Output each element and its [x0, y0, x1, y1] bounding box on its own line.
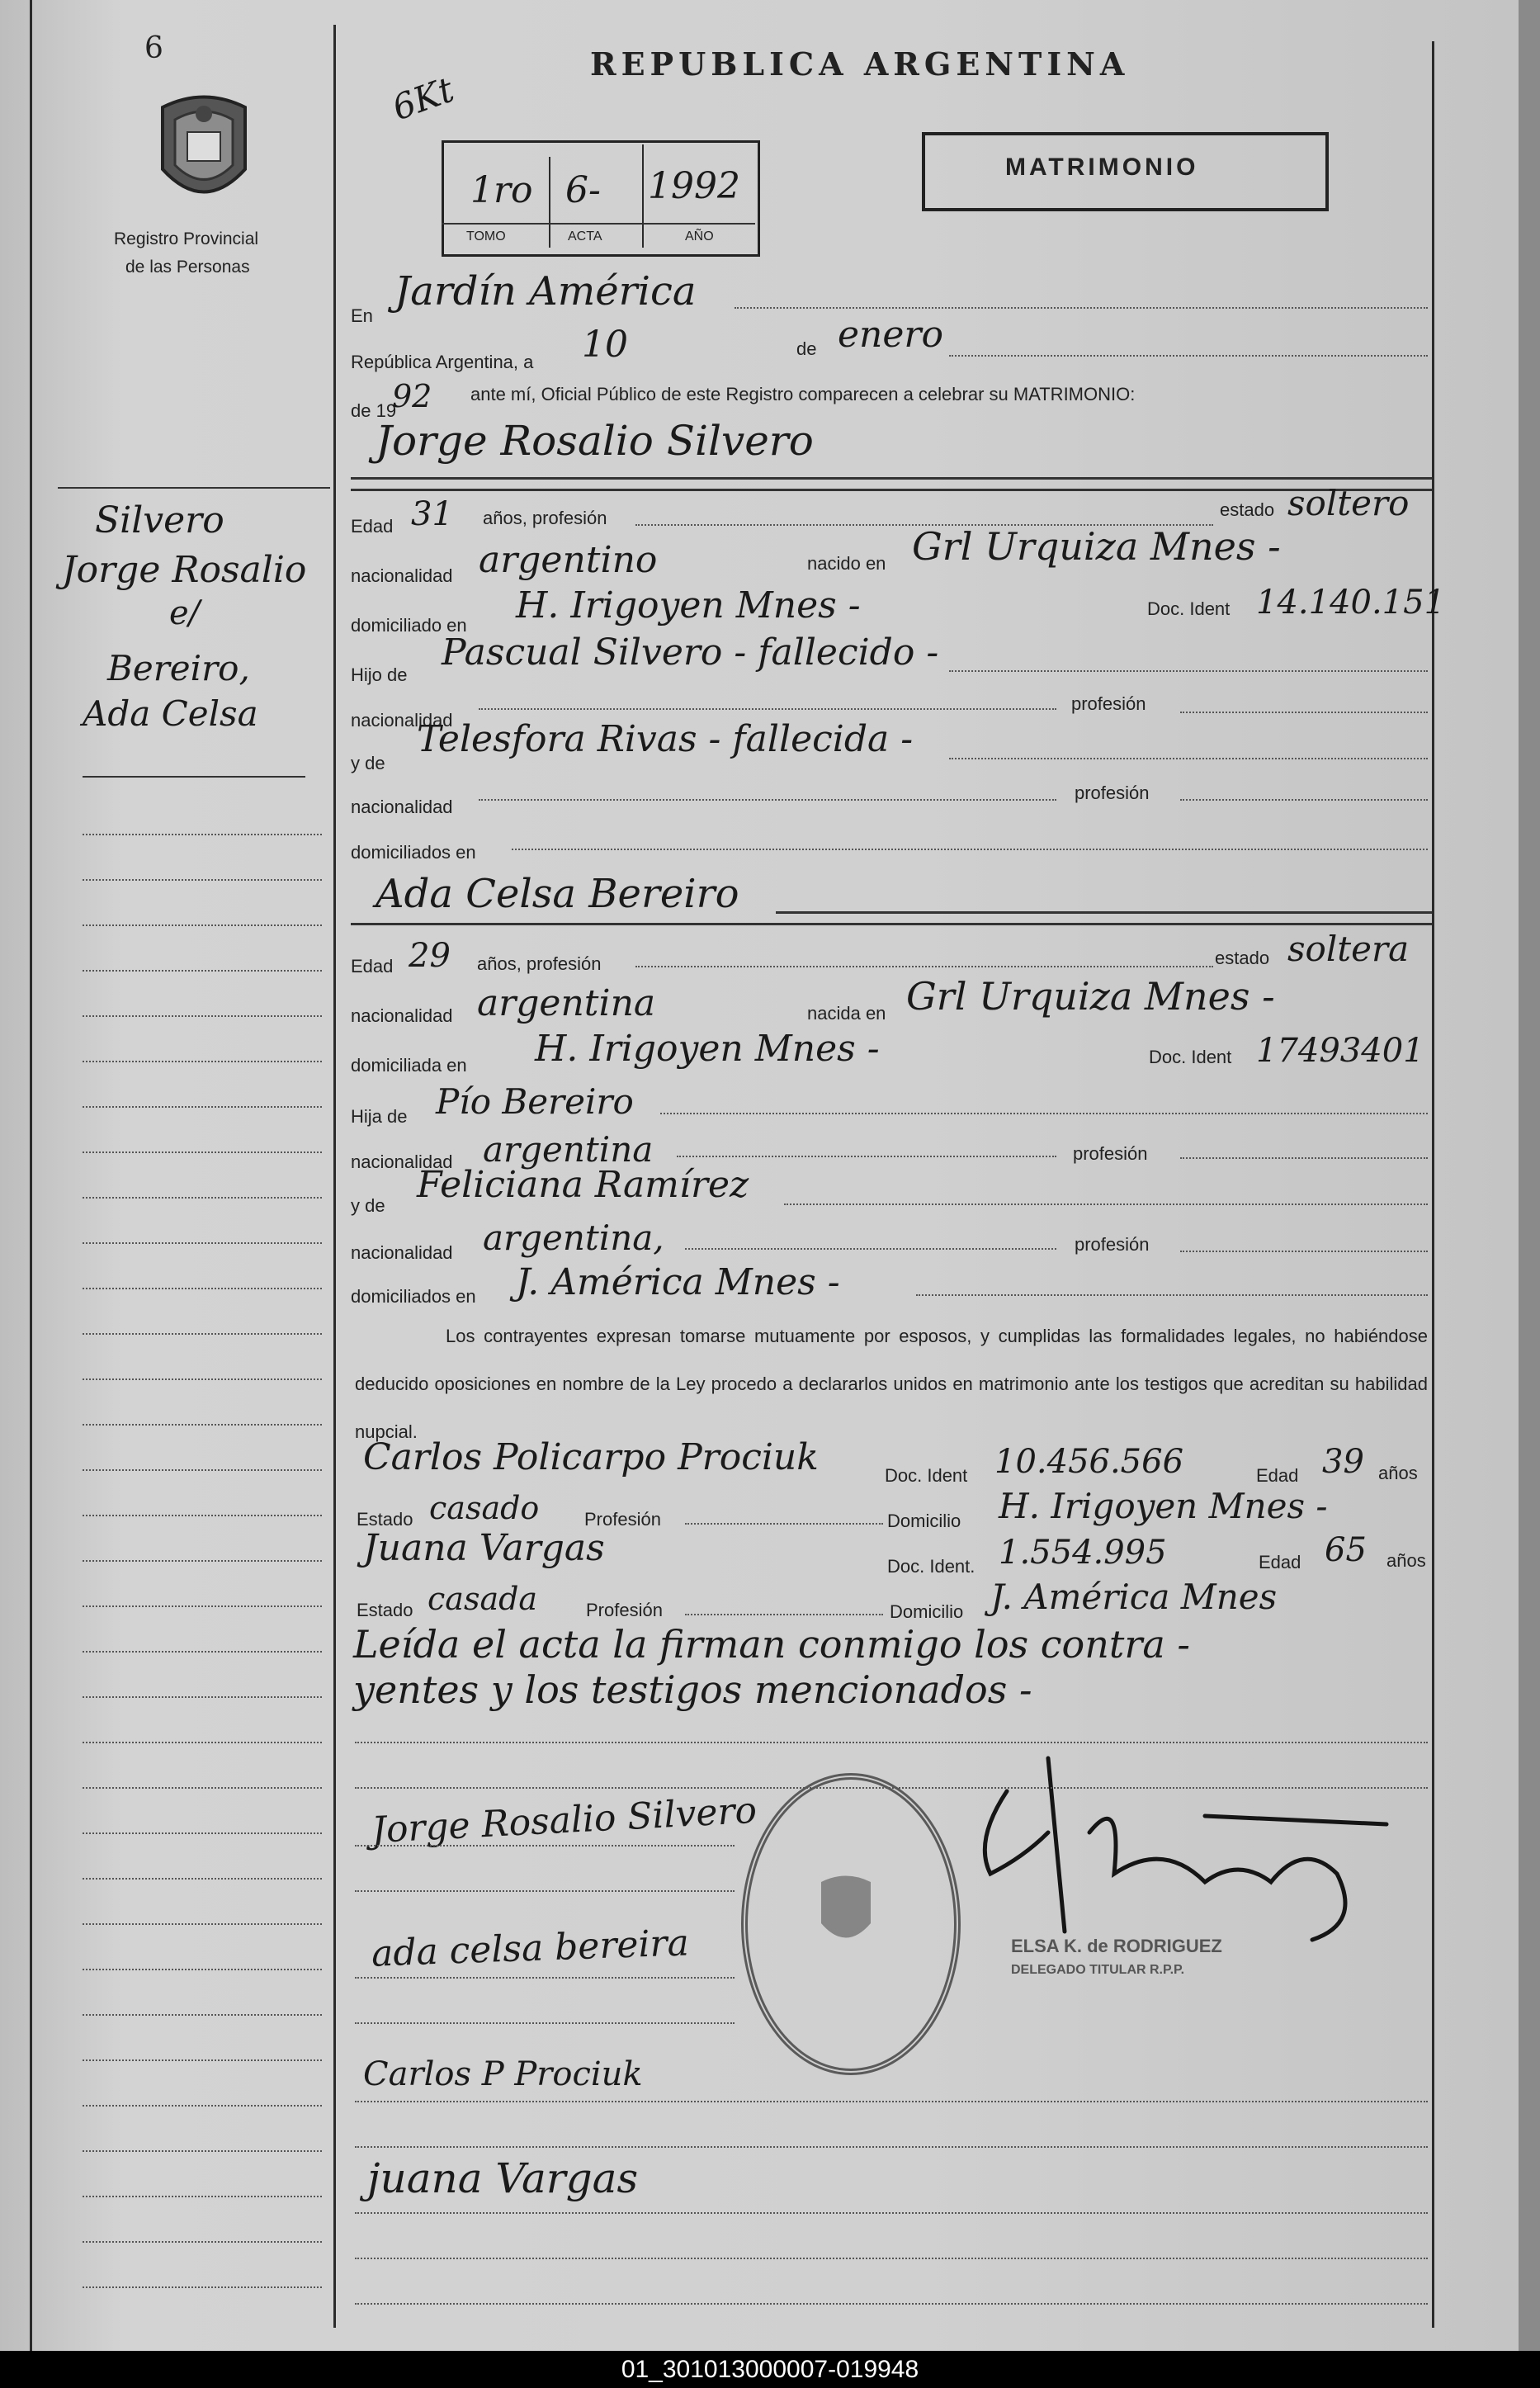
dotline	[677, 1156, 1056, 1157]
witness1-domicilio-label: Domicilio	[887, 1511, 961, 1531]
page-edge-shadow	[1519, 0, 1540, 2351]
dotline	[83, 1742, 322, 1743]
witness2-domicilio-label: Domicilio	[890, 1601, 964, 1622]
section-divider	[351, 477, 1432, 480]
year-suffix: 92	[392, 378, 432, 414]
image-caption: 01_301013000007-019948	[0, 2351, 1540, 2388]
dotline	[355, 2146, 1428, 2148]
witness2-edad-label: Edad	[1259, 1552, 1301, 1572]
acta-value: 6-	[565, 169, 601, 211]
groom-domicilio: H. Irigoyen Mnes -	[516, 584, 861, 627]
bride-domicilio: H. Irigoyen Mnes -	[535, 1028, 880, 1070]
intro-sentence: ante mí, Oficial Público de este Registro comparecen a celebrar su MATRIMONIO:	[470, 384, 1136, 404]
dotline	[83, 834, 322, 835]
signature-witness1: Carlos P Prociuk	[363, 2055, 643, 2093]
margin-annotation: 6Kt	[386, 69, 460, 129]
bride-anos-label: años, profesión	[477, 953, 602, 974]
witness2-name: Juana Vargas	[363, 1527, 605, 1569]
dotline	[355, 1890, 735, 1892]
bride-madre-profesion-label: profesión	[1075, 1234, 1150, 1255]
groom-nacido-label: nacido en	[807, 553, 886, 574]
dotline	[83, 2014, 322, 2016]
witness2-doc-label: Doc. Ident.	[887, 1556, 975, 1577]
bride-nacida-label: nacida en	[807, 1003, 886, 1024]
witness1-edad: 39	[1322, 1443, 1364, 1481]
dotline	[83, 924, 322, 926]
witness1-doc: 10.456.566	[994, 1443, 1184, 1481]
dotline	[355, 2258, 1428, 2259]
margin-rule	[58, 487, 330, 489]
dotline	[355, 1977, 735, 1979]
margin-conjunction: e/	[169, 594, 201, 632]
groom-nacido: Grl Urquiza Mnes -	[912, 524, 1281, 569]
republica-label: República Argentina, a	[351, 352, 534, 372]
dotline	[83, 970, 322, 972]
document-title: REPUBLICA ARGENTINA	[590, 45, 1130, 83]
record-box-underline	[442, 223, 755, 225]
dotline	[83, 1969, 322, 1970]
bride-padre-profesion-label: profesión	[1073, 1143, 1148, 1164]
dotline	[83, 1832, 322, 1834]
margin-rule	[83, 776, 305, 778]
dotline	[784, 1203, 1428, 1205]
dotline	[355, 1787, 1428, 1789]
groom-doc-label: Doc. Ident	[1147, 598, 1231, 619]
year-prefix: de 19	[351, 400, 397, 421]
dotline	[685, 1248, 1056, 1250]
groom-edad: 31	[411, 495, 453, 533]
dotline	[355, 2303, 1428, 2305]
witness1-estado-label: Estado	[357, 1509, 413, 1530]
record-type-label: MATRIMONIO	[1005, 154, 1199, 181]
officer-stamp-title: DELEGADO TITULAR R.P.P.	[1011, 1963, 1185, 1977]
record-box-divider-2	[642, 144, 644, 248]
seal-emblem-icon	[813, 1874, 879, 1948]
dotline	[83, 2150, 322, 2152]
dotline	[512, 849, 1428, 850]
witness1-edad-label: Edad	[1256, 1465, 1299, 1486]
dotline	[355, 2101, 1428, 2102]
margin-given-name-2: Ada Celsa	[83, 693, 258, 734]
registry-name-line1: Registro Provincial	[114, 229, 259, 248]
groom-madre-nac-label: nacionalidad	[351, 797, 453, 817]
bride-madre: Feliciana Ramírez	[417, 1164, 749, 1206]
bride-nacionalidad: argentina	[477, 982, 656, 1024]
dotline	[949, 355, 1428, 357]
dotline	[83, 1242, 322, 1244]
registry-name-line2: de las Personas	[125, 258, 250, 277]
place-value: Jardín América	[394, 268, 697, 314]
groom-madre-label: y de	[351, 753, 385, 773]
bride-padre-nac: argentina	[483, 1129, 654, 1170]
dotline	[355, 2022, 735, 2024]
dotline	[83, 2105, 322, 2107]
groom-doc: 14.140.151	[1256, 584, 1446, 622]
groom-estado: soltero	[1287, 483, 1410, 523]
en-label: En	[351, 305, 373, 326]
dotline	[479, 708, 1056, 710]
dotline	[83, 1288, 322, 1289]
bride-estado: soltera	[1287, 929, 1410, 969]
bride-estado-label: estado	[1215, 948, 1270, 968]
bride-name: Ada Celsa Bereiro	[376, 871, 739, 917]
groom-nacionalidad: argentino	[479, 539, 658, 581]
bride-padre-nac-label: nacionalidad	[351, 1151, 453, 1172]
section-divider	[776, 911, 1432, 914]
dotline	[83, 1878, 322, 1880]
dotline	[355, 1742, 1428, 1743]
bride-padre: Pío Bereiro	[436, 1081, 634, 1122]
dotline	[83, 1378, 322, 1380]
dotline	[83, 1469, 322, 1471]
bride-edad-label: Edad	[351, 956, 394, 976]
margin-given-name: Jorge Rosalio	[62, 549, 307, 591]
dotline	[83, 1424, 322, 1426]
groom-domicilio-label: domiciliado en	[351, 615, 467, 636]
dotline	[83, 1560, 322, 1562]
closing-line1: Leída el acta la firman conmigo los contra -	[353, 1622, 1190, 1667]
witness2-edad: 65	[1325, 1531, 1367, 1569]
dotline	[355, 2212, 1428, 2214]
dotline	[685, 1614, 883, 1615]
witness1-profesion-label: Profesión	[584, 1509, 661, 1530]
signature-groom: Jorge Rosalio Silvero	[370, 1789, 758, 1852]
de-label: de	[796, 338, 817, 359]
bride-domiciliados: J. América Mnes -	[516, 1261, 840, 1303]
bride-doc: 17493401	[1256, 1032, 1424, 1070]
bride-padre-label: Hija de	[351, 1106, 408, 1127]
dotline	[83, 2286, 322, 2288]
section-divider	[351, 923, 1432, 925]
dotline	[83, 1015, 322, 1017]
groom-name: Jorge Rosalio Silvero	[376, 417, 814, 465]
bride-doc-label: Doc. Ident	[1149, 1047, 1232, 1067]
groom-madre: Telesfora Rivas - fallecida -	[417, 718, 914, 760]
declaration-text: Los contrayentes expresan tomarse mutuamente por esposos, y cumplidas las formalidades legales, no habiéndose deducido oposiciones en nombre de la Ley procedo a declararlos unidos en matrimonio ante los testigos que acreditan su habilidad nupcial.	[355, 1326, 1428, 1442]
dotline	[1180, 1157, 1428, 1159]
dotline	[83, 1696, 322, 1698]
witness1-name: Carlos Policarpo Prociuk	[363, 1436, 819, 1478]
bride-madre-nac: argentina,	[483, 1218, 664, 1258]
dotline	[1180, 712, 1428, 713]
witness2-domicilio: J. América Mnes	[990, 1577, 1278, 1617]
groom-padre-nac-label: nacionalidad	[351, 710, 453, 731]
margin-divider	[333, 25, 336, 2328]
dotline	[949, 670, 1428, 672]
groom-edad-label: Edad	[351, 516, 394, 537]
closing-line2: yentes y los testigos mencionados -	[353, 1667, 1032, 1712]
groom-estado-label: estado	[1220, 499, 1275, 520]
dotline	[916, 1294, 1428, 1296]
dotline	[83, 1197, 322, 1199]
tomo-value: 1ro	[470, 169, 533, 211]
groom-anos-label: años, profesión	[483, 508, 607, 528]
witness1-doc-label: Doc. Ident	[885, 1465, 968, 1486]
witness2-profesion-label: Profesión	[586, 1600, 663, 1620]
witness1-anos-label: años	[1378, 1463, 1418, 1483]
dotline	[635, 966, 1213, 967]
dotline	[83, 1651, 322, 1653]
groom-nac-label: nacionalidad	[351, 565, 453, 586]
section-divider	[351, 489, 1432, 491]
dotline	[685, 1523, 883, 1525]
bride-edad: 29	[409, 937, 451, 975]
right-border	[1432, 41, 1434, 2328]
page-number: 6	[144, 31, 163, 65]
provincial-seal-icon	[150, 91, 257, 210]
tomo-label: TOMO	[466, 229, 506, 244]
signature-bride: ada celsa bereira	[371, 1922, 690, 1975]
dotline	[355, 1845, 735, 1847]
dotline	[83, 1333, 322, 1335]
dotline	[735, 307, 1428, 309]
month-value: enero	[838, 314, 943, 356]
signature-witness2: juana Vargas	[367, 2154, 639, 2202]
dotline	[660, 1113, 1428, 1114]
margin-surname-2: Bereiro,	[107, 648, 250, 688]
groom-madre-profesion-label: profesión	[1075, 783, 1150, 803]
groom-domiciliados-label: domiciliados en	[351, 842, 476, 863]
bride-nacida: Grl Urquiza Mnes -	[906, 974, 1275, 1019]
dotline	[83, 2241, 322, 2243]
dotline	[83, 2196, 322, 2197]
witness2-doc: 1.554.995	[999, 1534, 1167, 1572]
dotline	[479, 799, 1056, 801]
ano-value: 1992	[648, 165, 740, 207]
dotline	[83, 1061, 322, 1062]
ano-label: AÑO	[685, 229, 714, 244]
dotline	[83, 1151, 322, 1153]
dotline	[83, 1106, 322, 1108]
dotline	[1180, 799, 1428, 801]
dotline	[83, 2059, 322, 2061]
dotline	[1180, 1251, 1428, 1252]
witness1-estado: casado	[429, 1490, 540, 1526]
witness2-anos-label: años	[1386, 1550, 1426, 1571]
officer-signature	[957, 1742, 1420, 1948]
dotline	[949, 758, 1428, 759]
day-value: 10	[582, 324, 628, 366]
record-box-divider-1	[549, 157, 550, 248]
witness2-estado-label: Estado	[357, 1600, 413, 1620]
bride-domiciliados-label: domiciliados en	[351, 1286, 476, 1307]
bride-nac-label: nacionalidad	[351, 1005, 453, 1026]
dotline	[83, 879, 322, 881]
bride-domicilio-label: domiciliada en	[351, 1055, 467, 1076]
witness1-domicilio: H. Irigoyen Mnes -	[999, 1486, 1328, 1526]
margin-left-edge	[30, 0, 32, 2351]
margin-surname: Silvero	[95, 499, 224, 541]
dotline	[83, 1787, 322, 1789]
bride-madre-label: y de	[351, 1195, 385, 1216]
dotline	[83, 1515, 322, 1516]
groom-padre-label: Hijo de	[351, 664, 408, 685]
groom-padre: Pascual Silvero - fallecido -	[442, 631, 939, 674]
officer-stamp-name: ELSA K. de RODRIGUEZ	[1011, 1936, 1222, 1956]
dotline	[83, 1605, 322, 1607]
bride-madre-nac-label: nacionalidad	[351, 1242, 453, 1263]
dotline	[83, 1923, 322, 1925]
groom-padre-profesion-label: profesión	[1071, 693, 1146, 714]
acta-label: ACTA	[568, 229, 602, 244]
witness2-estado: casada	[428, 1581, 538, 1617]
